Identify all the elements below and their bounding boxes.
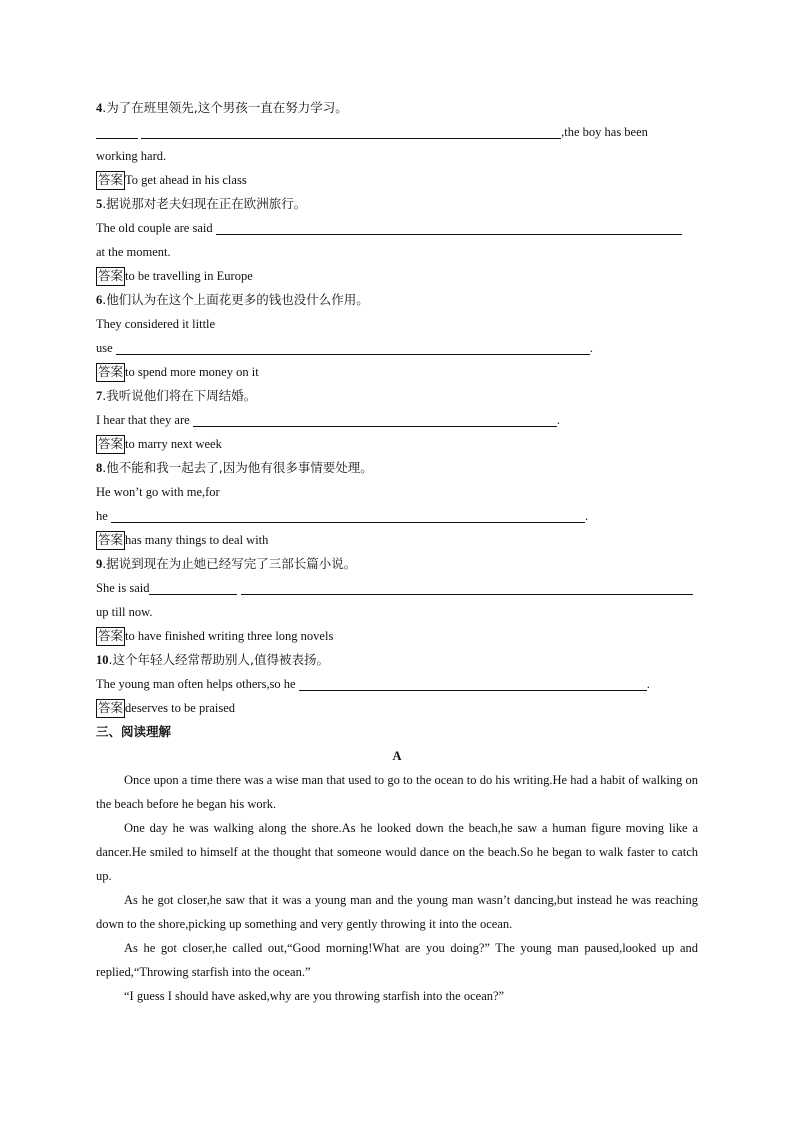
answer-text: to be travelling in Europe [125, 269, 253, 283]
answer-row [96, 624, 698, 648]
exercise-item-9 [96, 552, 698, 648]
question-prompt [96, 96, 698, 120]
sentence-continuation: at the moment. [96, 245, 171, 259]
answer-tag: 答案 [96, 531, 125, 550]
sentence-tail: . [589, 341, 593, 355]
question-number: 9 [96, 557, 103, 571]
answer-text: to spend more money on it [125, 365, 259, 379]
reading-passage [96, 768, 698, 1008]
answer-tag: 答案 [96, 699, 125, 718]
question-text: .据说到现在为止她已经写完了三部长篇小说。 [102, 556, 357, 571]
blank-long [241, 579, 693, 595]
question-text: .据说那对老夫妇现在正在欧洲旅行。 [102, 196, 307, 211]
answer-line [96, 672, 698, 696]
answer-row [96, 264, 698, 288]
sentence-continuation: up till now. [96, 605, 153, 619]
question-text: .他不能和我一起去了,因为他有很多事情要处理。 [102, 460, 373, 475]
answer-tag: 答案 [96, 627, 125, 646]
answer-line [96, 504, 698, 528]
answer-text: to marry next week [125, 437, 222, 451]
exercise-item-5 [96, 192, 698, 288]
answer-row [96, 360, 698, 384]
answer-tag: 答案 [96, 363, 125, 382]
question-prompt [96, 192, 698, 216]
sentence-head: I hear that they are [96, 413, 190, 427]
passage-paragraph: Once upon a time there was a wise man that used to go to the ocean to do his writing.He had a habit of walking on the beach before he began his work. [96, 773, 698, 811]
sentence-continuation: working hard. [96, 149, 167, 163]
answer-row [96, 696, 698, 720]
sentence-head: he [96, 509, 108, 523]
answer-line [96, 576, 698, 600]
blank-short [149, 579, 237, 595]
exercise-item-10 [96, 648, 698, 720]
question-number: 4 [96, 101, 103, 115]
sentence-head: He won’t go with me,for [96, 485, 220, 499]
blank-long [193, 411, 557, 427]
answer-row [96, 168, 698, 192]
blank-long [111, 507, 585, 523]
sentence-tail: . [584, 509, 589, 523]
passage-label: A [392, 749, 402, 763]
answer-row [96, 528, 698, 552]
passage-paragraph: One day he was walking along the shore.As he looked down the beach,he saw a human figure moving like a dancer.He smiled to himself at the thought that someone would dance on the beach.So he began to walk faster to catch up. [96, 821, 698, 883]
question-number: 8 [96, 461, 103, 475]
blank-long [299, 675, 647, 691]
passage-paragraph: “I guess I should have asked,why are you throwing starfish into the ocean?” [124, 989, 505, 1003]
question-text: .他们认为在这个上面花更多的钱也没什么作用。 [102, 292, 369, 307]
question-prompt [96, 384, 698, 408]
sentence-head: use [96, 341, 113, 355]
exercise-item-4 [96, 96, 698, 192]
sentence-head: They considered it little [96, 317, 216, 331]
sentence-tail: ,the boy has been [561, 125, 648, 139]
question-text: .我听说他们将在下周结婚。 [102, 388, 257, 403]
answer-tag: 答案 [96, 171, 125, 190]
blank-long [141, 123, 561, 139]
answer-text: To get ahead in his class [125, 173, 247, 187]
sentence-head: The old couple are said [96, 221, 213, 235]
answer-line [96, 216, 698, 240]
sentence-head: The young man often helps others,so he [96, 677, 296, 691]
sentence-head: She is said [96, 581, 150, 595]
question-prompt [96, 456, 698, 480]
exercise-item-7 [96, 384, 698, 456]
answer-tag: 答案 [96, 435, 125, 454]
passage-paragraph: As he got closer,he called out,“Good morning!What are you doing?” The young man paused,looked up and replied,“Throwing starfish into the ocean.” [96, 941, 698, 979]
question-text: .这个年轻人经常帮助别人,值得被表扬。 [108, 652, 329, 667]
answer-line [96, 336, 698, 360]
question-text: .为了在班里领先,这个男孩一直在努力学习。 [102, 100, 348, 115]
question-prompt [96, 288, 698, 312]
answer-text: to have finished writing three long novels [125, 629, 334, 643]
sentence-tail: . [556, 413, 560, 427]
answer-line [96, 120, 698, 144]
question-number: 6 [96, 293, 103, 307]
answer-tag: 答案 [96, 267, 125, 286]
blank-long [216, 219, 682, 235]
question-number: 5 [96, 197, 103, 211]
question-prompt [96, 552, 698, 576]
section-title: 三、阅读理解 [96, 724, 172, 739]
blank-long [116, 339, 590, 355]
document-page [96, 96, 698, 1008]
answer-line [96, 408, 698, 432]
sentence-tail: . [646, 677, 650, 691]
exercise-item-6 [96, 288, 698, 384]
question-number: 10 [96, 653, 109, 667]
answer-text: has many things to deal with [125, 533, 269, 547]
question-number: 7 [96, 389, 103, 403]
answer-text: deserves to be praised [125, 701, 236, 715]
passage-paragraph: As he got closer,he saw that it was a young man and the young man wasn’t dancing,but instead he was reaching down to the shore,picking up something and very gently throwing it into the ocean. [96, 893, 698, 931]
question-prompt [96, 648, 698, 672]
blank-short [96, 123, 138, 139]
exercise-item-8 [96, 456, 698, 552]
answer-row [96, 432, 698, 456]
